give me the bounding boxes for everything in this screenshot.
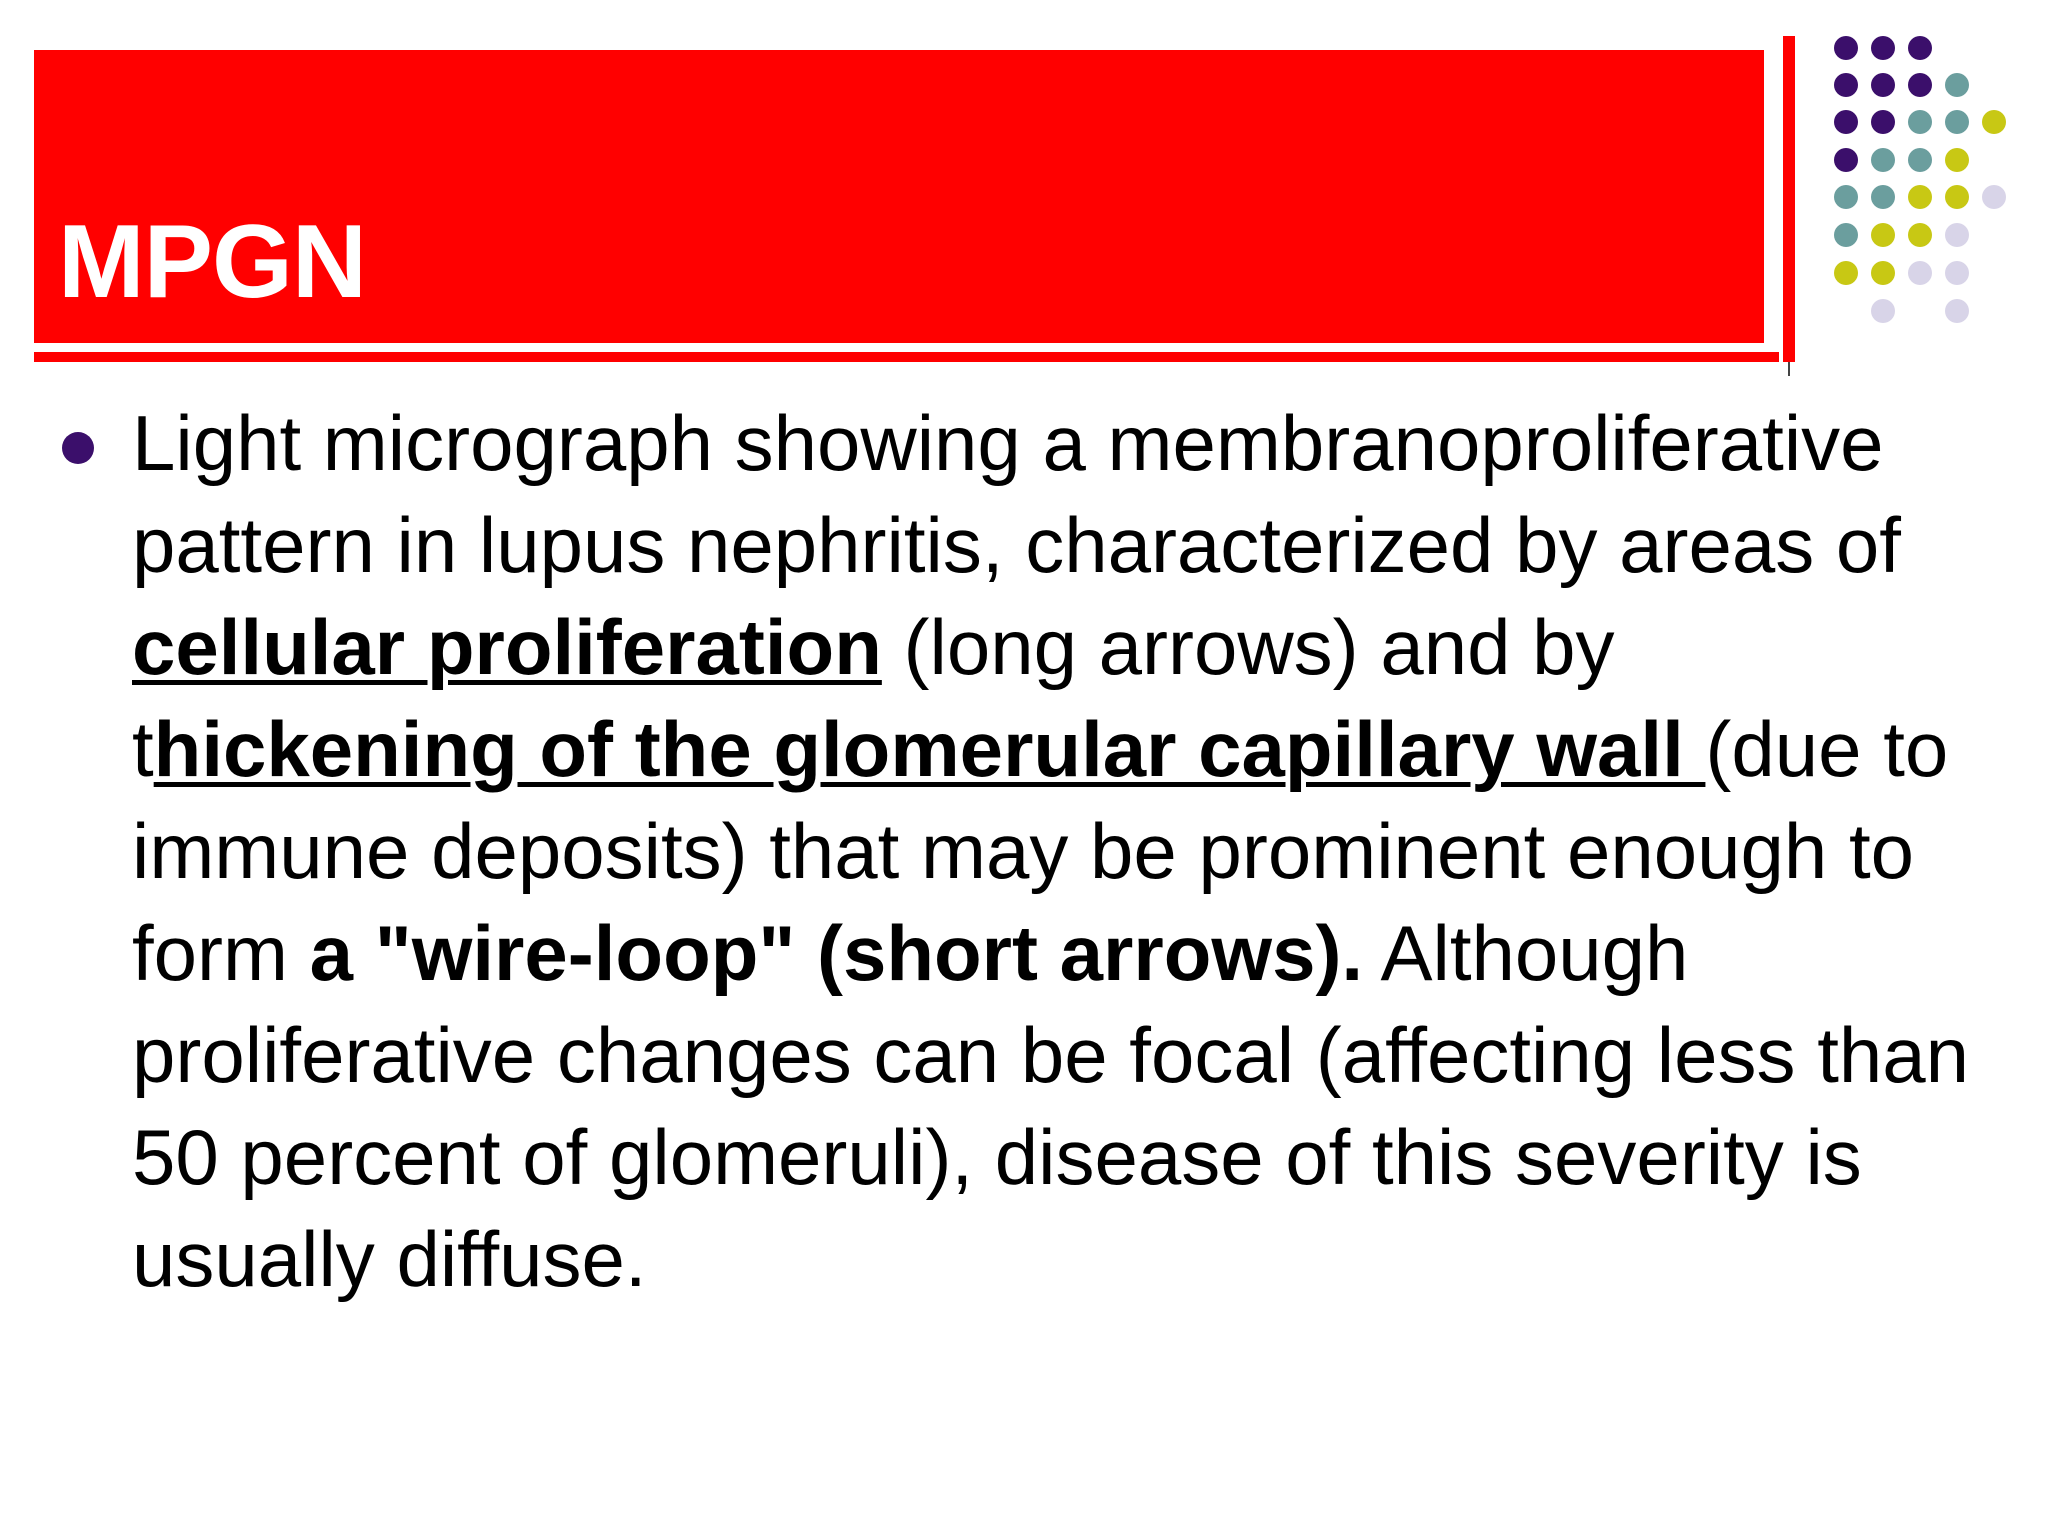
dot-teal bbox=[1908, 110, 1932, 134]
dot-yellow bbox=[1908, 185, 1932, 209]
dot-purple bbox=[1871, 73, 1895, 97]
dot-teal bbox=[1871, 185, 1895, 209]
body-text-run: (due to immune deposits) that may be prominent enough to form bbox=[132, 705, 1949, 997]
dot-teal bbox=[1834, 185, 1858, 209]
dot-teal bbox=[1945, 73, 1969, 97]
dot-teal bbox=[1834, 223, 1858, 247]
dot-yellow bbox=[1908, 223, 1932, 247]
emphasis-capillary-wall: hickening of the glomerular capillary wall bbox=[153, 705, 1706, 793]
dot-purple bbox=[1871, 110, 1895, 134]
dot-purple bbox=[1834, 36, 1858, 60]
dot-yellow bbox=[1871, 261, 1895, 285]
dot-lavender bbox=[1945, 223, 1969, 247]
dot-teal bbox=[1945, 110, 1969, 134]
dot-teal bbox=[1871, 148, 1895, 172]
dot-purple bbox=[1908, 36, 1932, 60]
dot-lavender bbox=[1871, 299, 1895, 323]
dot-purple bbox=[1834, 73, 1858, 97]
dot-lavender bbox=[1945, 261, 1969, 285]
dot-lavender bbox=[1982, 185, 2006, 209]
emphasis-wire-loop: a "wire-loop" (short arrows). bbox=[309, 909, 1364, 997]
dot-yellow bbox=[1834, 261, 1858, 285]
body-text-run: Light micrograph showing a membranoproliferative pattern in lupus nephritis, characterized by areas of bbox=[132, 399, 1901, 589]
dot-lavender bbox=[1945, 299, 1969, 323]
body-text-run: (long arrows) and by t bbox=[132, 603, 1615, 793]
dot-purple bbox=[1834, 148, 1858, 172]
dot-yellow bbox=[1945, 185, 1969, 209]
body-text-run: Although proliferative changes can be focal (affecting less than 50 percent of glomeruli), disease of this severity is usually diffuse. bbox=[132, 909, 1969, 1303]
dot-yellow bbox=[1871, 223, 1895, 247]
dot-purple bbox=[1908, 73, 1932, 97]
bullet-dot bbox=[62, 432, 94, 464]
bullet-paragraph bbox=[132, 392, 2012, 1310]
slide-title: MPGN bbox=[58, 204, 366, 320]
decorative-dot-grid bbox=[0, 0, 2048, 400]
emphasis-cellular-proliferation: cellular proliferation bbox=[132, 603, 882, 691]
dot-purple bbox=[1834, 110, 1858, 134]
dot-yellow bbox=[1945, 148, 1969, 172]
dot-yellow bbox=[1982, 110, 2006, 134]
dot-teal bbox=[1908, 148, 1932, 172]
dot-purple bbox=[1871, 36, 1895, 60]
dot-lavender bbox=[1908, 261, 1932, 285]
